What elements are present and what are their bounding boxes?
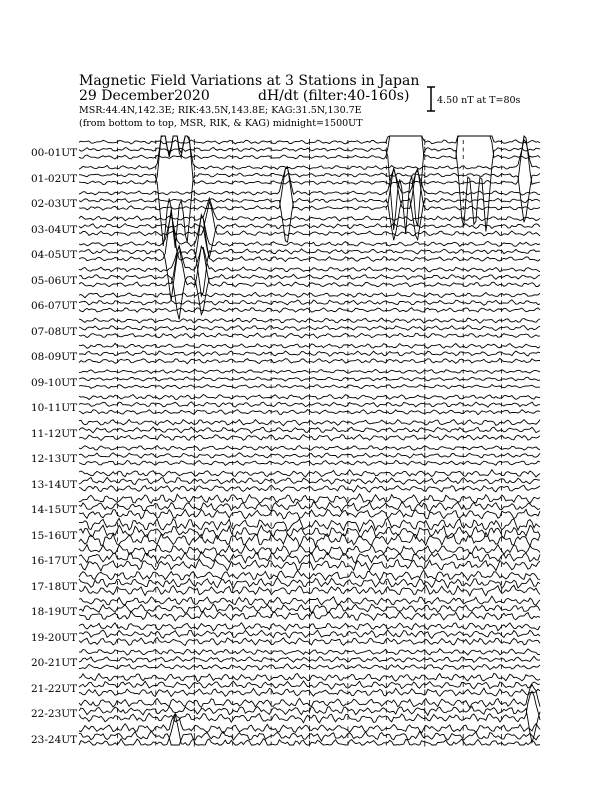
hour-label: 07-08UT [31, 325, 78, 338]
hour-label: 15-16UT [31, 529, 78, 542]
hour-label: 23-24UT [31, 733, 78, 746]
hour-label: 00-01UT [31, 147, 78, 159]
hour-label: 19-20UT [31, 631, 78, 644]
hour-label: 08-09UT [31, 351, 78, 363]
date-label: 29 December2020 [79, 88, 210, 104]
hour-label: 18-19UT [31, 606, 78, 618]
scale-bar [427, 87, 435, 111]
hour-label: 01-02UT [31, 172, 78, 185]
hour-label: 22-23UT [31, 708, 78, 720]
station-order-note: (from bottom to top, MSR, RIK, & KAG) midnight=1500UT [79, 118, 363, 129]
hour-label: 13-14UT [31, 478, 78, 491]
hour-label: 21-22UT [31, 682, 78, 695]
chart-title: Magnetic Field Variations at 3 Stations in Japan [79, 73, 420, 89]
scale-label: 4.50 nT at T=80s [437, 95, 521, 106]
hour-label: 10-11UT [31, 402, 78, 414]
hour-label: 12-13UT [31, 453, 78, 465]
hour-label: 17-18UT [31, 580, 78, 593]
hour-label: 16-17UT [31, 555, 78, 567]
hour-label: 14-15UT [31, 504, 78, 516]
hour-label: 05-06UT [31, 274, 78, 287]
hour-label: 11-12UT [31, 427, 78, 440]
hour-label: 06-07UT [31, 300, 78, 312]
quantity-label: dH/dt (filter:40-160s) [258, 88, 410, 104]
hour-label: 20-21UT [31, 657, 78, 669]
hour-label: 04-05UT [31, 249, 78, 261]
hour-label: 03-04UT [31, 223, 78, 236]
hour-label: 02-03UT [31, 198, 78, 210]
trace-group [79, 136, 540, 747]
hour-label: 09-10UT [31, 376, 78, 389]
station-coordinates: MSR:44.4N,142.3E; RIK:43.5N,143.8E; KAG:31.5N,130.7E [79, 105, 362, 116]
